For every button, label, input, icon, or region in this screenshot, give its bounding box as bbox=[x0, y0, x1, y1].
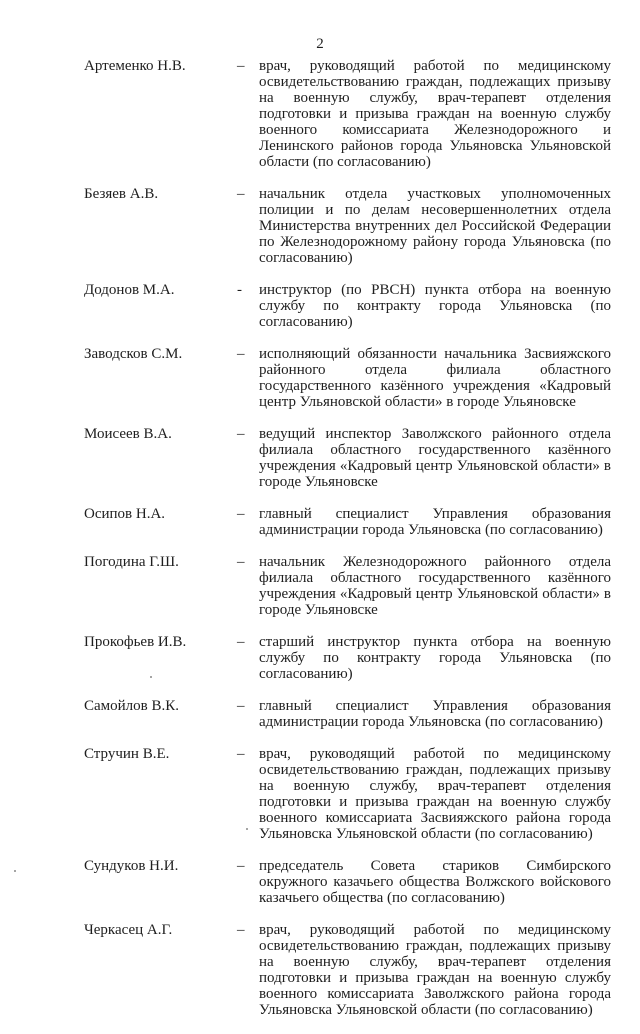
dash-separator: - bbox=[237, 282, 242, 298]
member-name: Погодина Г.Ш. bbox=[84, 554, 179, 570]
dash-separator: – bbox=[237, 506, 245, 522]
member-position: начальник отдела участковых уполномоченных полиции и по делам несовершеннолетних отдела Министерства внутренних дел Российской Федерации по Железнодорожному району города Ульяновска (по согласованию) bbox=[259, 186, 611, 266]
member-position: главный специалист Управления образования администрации города Ульяновска (по согласованию) bbox=[259, 506, 611, 538]
member-name: Осипов Н.А. bbox=[84, 506, 166, 522]
member-name: Заводсков С.М. bbox=[84, 346, 183, 362]
dash-separator: – bbox=[237, 634, 245, 650]
member-name: Додонов М.А. bbox=[84, 282, 175, 298]
member-position: главный специалист Управления образования администрации города Ульяновска (по согласованию) bbox=[259, 698, 611, 730]
member-name: Моисеев В.А. bbox=[84, 426, 172, 442]
list-item bbox=[0, 282, 640, 330]
member-name: Артеменко Н.В. bbox=[84, 58, 186, 74]
member-name: Сундуков Н.И. bbox=[84, 858, 179, 874]
member-position: старший инструктор пункта отбора на военную службу по контракту города Ульяновска (по согласованию) bbox=[259, 634, 611, 682]
member-name: Самойлов В.К. bbox=[84, 698, 180, 714]
list-item bbox=[0, 426, 640, 490]
member-position: врач, руководящий работой по медицинскому освидетельствованию граждан, подлежащих призыву на военную службу, врач-терапевт отделения подготовки и призыва граждан на военную службу военного комиссариата Заволжского района города Ульяновска Ульяновской области (по согласованию) bbox=[259, 922, 611, 1018]
dash-separator: – bbox=[237, 858, 245, 874]
dash-separator: – bbox=[237, 698, 245, 714]
list-item bbox=[0, 698, 640, 730]
list-item bbox=[0, 346, 640, 410]
member-name: Черкасец А.Г. bbox=[84, 922, 173, 938]
member-position: инструктор (по РВСН) пункта отбора на военную службу по контракту города Ульяновска (по согласованию) bbox=[259, 282, 611, 330]
member-position: ведущий инспектор Заволжского районного отдела филиала областного государственного казённого учреждения «Кадровый центр Ульяновской области» в городе Ульяновске bbox=[259, 426, 611, 490]
scan-speck bbox=[246, 828, 248, 830]
dash-separator: – bbox=[237, 58, 245, 74]
member-position: исполняющий обязанности начальника Засвияжского районного отдела филиала областного государственного казённого учреждения «Кадровый центр Ульяновской области» в городе Ульяновске bbox=[259, 346, 611, 410]
member-position: начальник Железнодорожного районного отдела филиала областного государственного казённого учреждения «Кадровый центр Ульяновской области» в городе Ульяновске bbox=[259, 554, 611, 618]
list-item bbox=[0, 858, 640, 906]
dash-separator: – bbox=[237, 746, 245, 762]
list-item bbox=[0, 186, 640, 266]
dash-separator: – bbox=[237, 346, 245, 362]
member-list bbox=[0, 58, 640, 1034]
list-item bbox=[0, 506, 640, 538]
list-item bbox=[0, 554, 640, 618]
list-item bbox=[0, 922, 640, 1018]
page-number: 2 bbox=[316, 36, 324, 52]
dash-separator: – bbox=[237, 426, 245, 442]
member-position: врач, руководящий работой по медицинскому освидетельствованию граждан, подлежащих призыву на военную службу, врач-терапевт отделения подготовки и призыва граждан на военную службу военного комиссариата Засвияжского района города Ульяновска Ульяновской области (по согласованию) bbox=[259, 746, 611, 842]
member-name: Стручин В.Е. bbox=[84, 746, 170, 762]
member-name: Прокофьев И.В. bbox=[84, 634, 187, 650]
list-item bbox=[0, 634, 640, 682]
dash-separator: – bbox=[237, 554, 245, 570]
member-position: председатель Совета стариков Симбирского окружного казачьего общества Волжского войскового казачьего общества (по согласованию) bbox=[259, 858, 611, 906]
scan-speck bbox=[150, 676, 152, 678]
dash-separator: – bbox=[237, 922, 245, 938]
list-item bbox=[0, 746, 640, 842]
member-position: врач, руководящий работой по медицинскому освидетельствованию граждан, подлежащих призыву на военную службу, врач-терапевт отделения подготовки и призыва граждан на военную службу военного комиссариата Железнодорожного и Ленинского районов города Ульяновска Ульяновской области (по согласованию) bbox=[259, 58, 611, 170]
member-name: Безяев А.В. bbox=[84, 186, 159, 202]
scan-speck bbox=[14, 870, 16, 872]
dash-separator: – bbox=[237, 186, 245, 202]
list-item bbox=[0, 58, 640, 170]
